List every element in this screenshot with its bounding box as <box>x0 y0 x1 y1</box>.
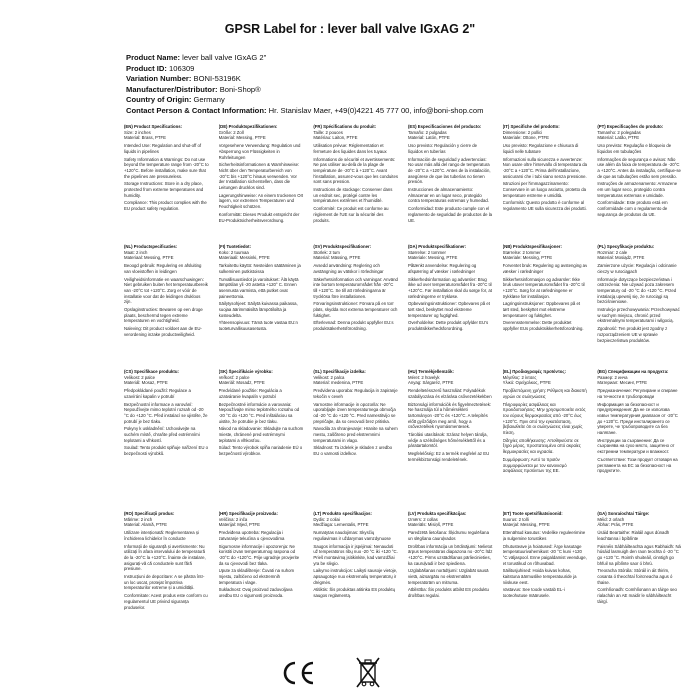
language-spec-paragraph: Intended Use: Regulation and shut-off of liquids in pipelines <box>124 143 202 154</box>
language-spec-paragraph: Comhlíonadh: Comhlíonann an táirge seo rialachán an AE maidir le sábháilteacht táirgí. <box>597 587 677 604</box>
language-spec-heading: (EL) Προδιαγραφές προϊόντος: <box>502 369 567 374</box>
variation-number-row: Variation Number: BONI-53196K <box>126 74 241 84</box>
ce-mark-icon <box>280 659 316 687</box>
language-spec-heading: (EN) Product Specifications: <box>124 124 183 129</box>
language-spec-paragraph: Zamierzone użycie: Regulacja i odcinanie cieczy w rurociągach <box>597 263 677 274</box>
language-spec-heading: (LT) Produkto specifikacijos: <box>313 511 372 516</box>
language-spec-paragraph: Información de seguridad y advertencias: No usar más allá del rango de temperatura de -20°C a +120°C. Antes de la instalación, asegúrese de que las tuberías no tienen presión. <box>407 156 491 185</box>
language-spec-block <box>219 244 304 369</box>
language-spec-paragraph: Sikkerhedsinformation og advarsler: Brug ikke ud over temperaturområdet fra -20°C til +120°C. Før installation skal du sørge for, at rørledningerne er trykløse. <box>407 276 492 299</box>
language-spec-paragraph: Dimensione: 2 pollici Materiale: Ottone, PTFE <box>502 129 549 141</box>
language-spec-paragraph: Størrelse: 2 tommer Materiale: Messing, PTFE <box>407 249 458 261</box>
language-spec-paragraph: Dydis: 2 coliai Medžiaga: Lementalis, PTFE <box>313 516 369 528</box>
language-spec-paragraph: Lagerungshinweise: An einem trockenen Ort lagern, vor extremen Temperaturen und Feuchtigkeit schützen. <box>218 192 304 210</box>
language-spec-paragraph: Μέγεθος: 2 ίντσες Υλικό: Ορείχαλκος, PTFE <box>502 374 551 386</box>
language-spec-paragraph: Taille: 2 pouces Matériau: Laiton, PTFE <box>313 129 358 141</box>
language-spec-block <box>408 124 493 244</box>
language-spec-block <box>219 369 304 511</box>
language-spec-paragraph: Tamanho: 2 polegadas Material: Latão, PTFE <box>597 129 641 141</box>
language-spec-paragraph: Conformidade: Este produto está em conformidade com o regulamento de segurança de produtos da UE. <box>597 200 668 217</box>
language-spec-paragraph: Atitiktis: Šis produktas atitinka ES produktų saugos reglamentą. <box>313 587 396 599</box>
language-spec-paragraph: Συμμόρφωση: Αυτό το προϊόν συμμορφώνεται με τον κανονισμό ασφάλειας προϊόντων της ΕΕ. <box>502 456 567 474</box>
language-spec-paragraph: Predvídané použitie: Regulácia a uzatváranie kvapalín v potrubí <box>218 388 282 399</box>
language-spec-paragraph: Súlad: Tento výrobok spĺňa nariadenie EÚ o bezpečnosti výrobkov. <box>218 445 303 457</box>
language-spec-block <box>597 511 682 653</box>
language-spec-paragraph: Tarkoitettu käyttö: Nesteiden säätäminen ja sulkeminen putkistoissa <box>218 263 301 274</box>
language-spec-paragraph: Størrelse: 2 tommer Materiale: Messing, PTFE <box>502 249 553 261</box>
language-spec-paragraph: Forventet bruk: Regulering og avstenging av væsker i rørledninger <box>502 263 588 274</box>
language-spec-paragraph: Yhteensopivuus: Tämä tuote vastaa EU:n tuoteturvallisuusasetusta. <box>218 320 298 332</box>
language-spec-paragraph: Suurus: 2 tolli Materjal: Messing, PTFE <box>502 516 550 528</box>
language-spec-paragraph: Säkerhetsinformation och varningar: Använd inte bortom temperaturområdet från -20°C till +120°C. Se till att rörledningarna är trycklösa före installationen. <box>313 276 398 299</box>
language-spec-heading: (GA) Sonraíochtaí Táirge: <box>597 511 650 516</box>
language-spec-block <box>313 369 398 511</box>
language-spec-paragraph: Konformität: Dieses Produkt entspricht der EU-Produktsicherheitsverordnung. <box>218 211 300 223</box>
language-spec-paragraph: Pokyny k uskladnění: Uchovávejte na suchém místě, chraňte před extrémními teplotami a vlhkostí. <box>124 426 200 443</box>
language-spec-paragraph: Turvallisuustiedot ja varoitukset: Älä käytä lämpötilan yli -20 astetta +120° C. Ennen asennusta varmista, että putket ovat paineettomia. <box>218 276 299 299</box>
language-spec-block <box>124 124 209 244</box>
language-spec-paragraph: Vorgesehene Verwendung: Regulation und Absperrung von Flüssigkeiten in Rohrleitungen <box>218 143 301 160</box>
language-spec-block <box>124 244 209 369</box>
language-spec-paragraph: Predvidena uporaba: Regulacija in zapiranje tekočin v ceveh <box>313 388 398 399</box>
language-spec-heading: (DE) Produktspezifikationen: <box>218 124 278 129</box>
language-spec-paragraph: Säilitusjuhised: Hoida kuivas kohas, kaitstuna äärmuslike temperatuuride ja niiskuse eest. <box>502 568 577 585</box>
language-spec-paragraph: Οδηγίες αποθήκευσης: Αποθηκεύστε σε ξηρό μέρος, προστατευμένο από ακραίες θερμοκρασίες και υγρασία. <box>502 437 581 455</box>
language-spec-paragraph: Größe: 2 Zoll Material: Messing, PTFE <box>218 129 266 141</box>
language-spec-paragraph: Soulad: Tento produkt splňuje nařízení EU o bezpečnosti výrobků. <box>124 445 209 457</box>
product-header <box>126 53 686 117</box>
language-spec-block <box>408 369 493 511</box>
language-spec-block <box>313 124 398 244</box>
language-spec-paragraph: Informazioni sulla sicurezza e avvertenze: Non usare oltre l'intervallo di temperatura da -20°C a +120°C. Prima dell'installazione, assicurarsi che i tubi siano senza pressione. <box>502 156 588 179</box>
language-spec-paragraph: Utilisation prévue: Réglementation et fermeture des liquides dans les tuyaux <box>313 143 387 154</box>
language-spec-paragraph: Storlek: 2 tum Material: Mässing, PTFE <box>313 249 361 261</box>
language-spec-paragraph: Informations de sécurité et avertissements: Ne pas utiliser au-delà de la plage de température de -20°C à +120°C. Avant l'installation, assurez-vous que les conduites sont sans pression. <box>313 156 398 185</box>
language-spec-paragraph: Informații de siguranță și avertismente: Nu utilizați în afara intervalului de temperatură de la -20°C la +120°C. Înainte de instalare, asigurați-vă că conductele sunt fără presiune. <box>124 543 206 572</box>
language-spec-paragraph: Utilizare intenționată: Reglementarea și închiderea lichidelor în conducte <box>124 530 199 541</box>
language-spec-paragraph: Sicherheitsinformationen & Warnhinweise: Nicht über den Temperaturbereich von -20°C bis +120°C hinaus verwenden. Vor der Installation sicherstellen, dass die Leitungen drucklos sind. <box>218 162 300 191</box>
language-spec-heading: (ES) Especificaciones del producto: <box>407 124 482 129</box>
language-spec-paragraph: Tárolási utasítások: Száraz helyen tárolja, védje a szélsőséges hőmérséklettől és a páratartalomtól. <box>407 432 488 449</box>
language-spec-paragraph: Istruzioni per l'immagazzinamento: Conservare in un luogo asciutto, protetto da temperature estreme e umidità. <box>502 181 587 198</box>
language-spec-paragraph: Ettenähtud kasutus: Vedelike reguleerimine ja sulgemine torustikes <box>502 530 586 541</box>
language-spec-paragraph: Avsedd användning: Reglering och avstängning av vätskor i rörledningar <box>313 263 384 274</box>
language-spec-block <box>313 244 398 369</box>
language-spec-heading: (SL) Specifikacije izdelka: <box>313 369 366 374</box>
language-spec-paragraph: Uzglabāšanas norādījumi: Uzglabāt sausā vietā, aizsargātu no ekstremālām temperatūrām un mitruma. <box>407 568 489 585</box>
language-spec-heading: (NL) Productspecificaties: <box>124 244 178 249</box>
language-spec-paragraph: Съответствие: Този продукт отговаря на регламента на ЕС за безопасност на продуктите. <box>597 456 678 474</box>
language-spec-paragraph: Påtænkt anvendelse: Regulering og afspærring af væsker i rørledninger <box>407 263 477 274</box>
language-spec-paragraph: Naleving: Dit product voldoet aan de EU-verordening inzake productveiligheid. <box>124 326 202 337</box>
language-spec-block <box>124 511 209 653</box>
language-spec-paragraph: Rozmiar: 2 cale Materiał: Mosiądz, PTFE <box>597 249 645 261</box>
language-spec-paragraph: Informacje dotyczące bezpieczeństwa i ostrzeżenia: Nie używać poza zakresem temperatury od -20 °C do +120 °C. Przed instalacją upewnij się, że rurociągi są bezciśnieniowe. <box>597 276 677 305</box>
language-spec-paragraph: Návod na skladovanie: Skladujte na suchom mieste, chránené pred extrémnymi teplotami a vlhkosťou. <box>218 426 304 443</box>
language-spec-paragraph: Rendeltetésszerű használat: Folyadékok szabályozása és elzárása csővezetékekben <box>407 388 492 399</box>
language-spec-paragraph: Atbilstība: Šis produkts atbilst ES produktu drošības regulai. <box>407 587 489 599</box>
language-spec-heading: (RO) Specificații produs: <box>124 511 175 516</box>
language-spec-paragraph: Treoracha Stórála: Stóráil in áit thirim, cosanta ó theochtaí foircneacha agus ó thaise. <box>597 568 673 585</box>
language-spec-paragraph: Zgodność: Ten produkt jest zgodny z rozporządzeniem UE w sprawie bezpieczeństwa produktów. <box>597 326 668 343</box>
product-id-row: Product ID: 106309 <box>126 63 195 73</box>
language-spec-paragraph: Upute za skladištenje: Čuvati na suhom mjestu, zaštićeno od ekstremnih temperatura i vlage. <box>218 568 295 585</box>
language-spec-paragraph: Instrucciones de almacenamiento: Almacenar en un lugar seco, protegido contra temperaturas extremas y humedad. <box>407 187 489 204</box>
language-spec-paragraph: Předpokládané použití: Regulace a uzavírání kapalin v potrubí <box>124 388 191 399</box>
language-spec-block <box>597 124 682 244</box>
language-spec-block <box>503 244 588 369</box>
language-spec-block <box>503 124 588 244</box>
language-spec-heading: (LV) Produkta specifikācijas: <box>407 511 467 516</box>
language-spec-paragraph: Úsáid Beartaithe: Rialáil agus dúnadh leachtanna i bpíblínte <box>597 530 670 541</box>
language-spec-paragraph: Opslaginstructies: Bewaren op een droge plaats, beschermd tegen extreme temperaturen en vochtigheid. <box>124 307 203 324</box>
language-spec-heading: (FI) Tuotetiedot: <box>218 244 252 249</box>
language-spec-paragraph: Overholdelse: Dette produkt opfylder EU's produktsikkerhedsforordning. <box>407 320 489 332</box>
language-spec-heading: (BG) Спецификации на продукта: <box>597 369 669 374</box>
language-spec-paragraph: Conformidad: Este producto cumple con el reglamento de seguridad de productos de la UE. <box>407 206 493 223</box>
language-spec-heading: (PT) Especificações do produto: <box>597 124 664 129</box>
language-spec-block <box>408 244 493 369</box>
language-spec-paragraph: Méret: 2 hüvelyk Anyag: Sárgaréz, PTFE <box>407 374 454 386</box>
language-spec-paragraph: Sikkerhetsinformasjon og advarsler: Ikke bruk utover temperaturområdet fra -20°C til +120°C. Sørg for at rørledningene er trykkløse før installasjon. <box>502 276 585 299</box>
language-spec-paragraph: Beoogd gebruik: Regulering en afsluiting van vloeistoffen in leidingen <box>124 263 202 274</box>
language-spec-paragraph: Laikymo instrukcijos: Laikyti sausoje vietoje, apsaugotoje nuo ekstremalių temperatūrų ir drėgmės. <box>313 568 398 585</box>
language-spec-paragraph: Storage Instructions: Store in a dry place, protected from extreme temperatures and humidity. <box>124 181 204 198</box>
language-spec-heading: (CS) Specifikace produktu: <box>124 369 179 374</box>
language-spec-block <box>313 511 398 653</box>
page-title: GPSR Label for : lever ball valve IGxAG 2" <box>224 22 476 36</box>
language-spec-paragraph: Paredzētā lietošana: Šķidrumu regulēšana un slēgšana cauruļvados <box>407 530 489 541</box>
language-spec-block <box>219 124 304 244</box>
language-spec-paragraph: Conformitate: Acest produs este conform cu regulamentul UE privind siguranța produselor. <box>124 593 208 610</box>
language-spec-heading: (HU) Termékjellemzők: <box>407 369 454 374</box>
language-spec-paragraph: Navodila za shranjevanje: Hranite na suhem mestu, zaščiteno pred ekstremnimi temperaturami in vlago. <box>313 426 398 443</box>
manufacturer-row: Manufacturer/Distributor: Boni-Shop® <box>126 84 261 94</box>
language-spec-paragraph: Bezpečnostní informace a varování: Nepoužívejte mimo teplotní rozsah od -20 °C do +120 °C. Před instalací se ujistěte, že potrubí je bez tlaku. <box>124 401 208 424</box>
language-spec-paragraph: Safety Information & Warnings: Do not use beyond the temperature range from -20°C to +120°C. Before installation, make sure that the pipelines are pressureless. <box>124 156 209 179</box>
language-spec-paragraph: Biztonsági információk és figyelmeztetések: Ne használja túl a hőmérsékleti tartományon -20°C és +120°C. A telepítés előtt győződjön meg arról, hogy a csővezetékek nyomásmentesek. <box>407 401 492 430</box>
language-spec-paragraph: Säilytysohjeet: Säilytä kuivassa paikassa, suojaa äärimmäisiltä lämpötiloilta ja kosteudelta. <box>218 301 298 318</box>
language-spec-paragraph: Tamaño: 2 pulgadas Material: Latón, PTFE <box>407 129 450 141</box>
language-spec-paragraph: Инструкции за съхранение: Да се съхранява на сухо място, защитено от екстремни температури и влажност. <box>597 437 675 455</box>
language-spec-paragraph: Velikost: 2 palce Materiál: Mosaz, PTFE <box>124 374 168 386</box>
language-spec-paragraph: Информация за безопасност и предупреждения: Да не се използва извън температурния диапазон от -20°C до +120°C. Преди инсталирането се уверете, че тръбопроводите са без налягане. <box>597 401 678 436</box>
language-spec-heading: (HR) Specifikacije proizvoda: <box>218 511 278 516</box>
language-spec-paragraph: Maat: 2 inch Materiaal: Messing, PTFE <box>124 249 174 261</box>
language-spec-paragraph: Προβλεπόμενη χρήση: Ρύθμιση και διακοπή υγρών σε σωληνώσεις <box>502 388 587 399</box>
language-spec-paragraph: Drošības informācija un brīdinājumi: Nelietot ārpus temperatūras diapazona no -20°C līdz +120°C. Pirms uzstādīšanas pārliecinieties, ka cauruļvadi ir bez spiediena. <box>407 543 493 566</box>
language-spec-block <box>597 369 682 511</box>
language-spec-paragraph: Megfelelőség: Ez a termék megfelel az EU termékbiztonsági rendeletének. <box>407 451 490 462</box>
language-spec-paragraph: Varnostne informacije in opozorila: Ne uporabljajte izven temperaturnega območja od -20 °C do +120 °C. Pred namestitvijo se prepričajte, da so cevovodi brez pritiska. <box>313 401 396 424</box>
language-spec-paragraph: Conformité: Ce produit est conforme au règlement de l'UE sur la sécurité des produits. <box>313 206 389 223</box>
language-spec-paragraph: Uso previsto: Regulação e bloqueio de líquidos em tubulações <box>597 143 672 154</box>
language-spec-paragraph: Bezpečnostné informácie a varovania: Nepoužívajte mimo teplotného rozsahu od -20 °C do +120 °C. Pred inštaláciou sa uistite, že potrubie je bez tlaku. <box>218 401 300 424</box>
language-spec-paragraph: Size: 2 inches Material: Brass, PTFE <box>124 129 167 141</box>
language-spec-block <box>408 511 493 653</box>
language-spec-paragraph: Instructions de stockage: Conserver dans un endroit sec, protégé contre les températures extrêmes et l'humidité. <box>313 187 393 204</box>
language-spec-paragraph: Koko: 2 tuumaa Materiaali: Messinki, PTFE <box>218 249 270 261</box>
language-spec-paragraph: Saugos informacija ir įspėjimai: Nenaudoti už temperatūros ribų nuo -20 °C iki +120 °C. Prieš montavimą įsitikinkite, kad vamzdžiai yra be slėgio. <box>313 543 398 566</box>
language-spec-paragraph: Velikost: 2 palca Material: medenina, PTFE <box>313 374 364 386</box>
language-spec-paragraph: Vastavus: See toode vastab EL-i tooteohutuse määrusele. <box>502 587 565 599</box>
language-specifications-grid <box>124 124 682 648</box>
language-spec-paragraph: Conformità: Questo prodotto è conforme al regolamento UE sulla sicurezza dei prodotti. <box>502 200 587 212</box>
language-spec-paragraph: Förvaringsinstruktioner: Förvara på en torr plats, skydda mot extrema temperaturer och fuktighet. <box>313 301 398 318</box>
language-spec-heading: (SV) Produktspecifikationer: <box>313 244 372 249</box>
language-spec-heading: (IT) Specifiche del prodotto: <box>502 124 560 129</box>
language-spec-paragraph: Instrucțiuni de depozitare: A se păstra într-un loc uscat, protejat împotriva temperaturilor extreme și a umidității. <box>124 574 205 591</box>
language-spec-paragraph: Lagringsinstruksjoner: Oppbevares på et tørt sted, beskyttet mot ekstreme temperaturer og fuktighet. <box>502 301 581 318</box>
language-spec-paragraph: Informações de segurança e avisos: Não use além da faixa de temperatura de -20°C a +120°C. Antes da instalação, certifique-se de que as tubulações estão sem pressão. <box>597 156 681 179</box>
language-spec-block <box>503 511 588 653</box>
language-spec-heading: (SK) Špecifikácie výrobku: <box>218 369 273 374</box>
contact-row: Contact Person & Contact Information: Hr. Stanislav Maer, +49(0)4221 45 777 00, info@boni-shop.com <box>126 105 484 115</box>
language-spec-paragraph: Instruções de armazenamento: Armazene em um lugar seco, protegido contra temperaturas extremas e umidade. <box>597 181 678 198</box>
language-spec-paragraph: Ohutusteave ja hoiatused: Ärge kasutage temperatuurivahemikust -20 °C kuni +120 °C väljaspool. Enne paigaldamist veenduge, et torustikud on rõhuvabad. <box>502 543 587 566</box>
language-spec-paragraph: Izmērs: 2 collas Materiāls: Misiņš, PTFE <box>407 516 454 528</box>
language-spec-paragraph: Размер: 2 инча Материал: Месинг, PTFE <box>597 374 647 386</box>
language-spec-block <box>503 369 588 511</box>
language-spec-heading: (NB) Produktspesifikasjoner: <box>502 244 562 249</box>
language-spec-block <box>597 244 682 369</box>
language-spec-heading: (PL) Specyfikacje produktu: <box>597 244 655 249</box>
language-spec-paragraph: Πληροφορίες ασφάλειας και προειδοποιήσεις: Μην χρησιμοποιείτε εκτός του εύρους θερμοκρασίας από -20°C έως +120°C. Πριν από την εγκατάσταση, βεβαιωθείτε ότι οι σωληνώσεις είναι χωρίς πίεση. <box>502 401 586 436</box>
language-spec-paragraph: Sukladnost: Ovaj proizvod zadovoljava uredbu EU o sigurnosti proizvoda. <box>218 587 293 599</box>
language-spec-paragraph: Opbevaringsinstruktioner: Opbevares på et tørt sted, beskyttet mod ekstreme temperaturer og fugtighed. <box>407 301 490 318</box>
language-spec-paragraph: Veiligheidsinformatie en waarschuwingen: Niet gebruiken buiten het temperatuurbereik van -20°C tot +120°C. Zorg er vóór de installatie voor dat de leidingen drukloos zijn. <box>124 276 208 305</box>
language-spec-heading: (DA) Produktspecifikationer: <box>407 244 467 249</box>
language-spec-paragraph: Uso previsto: Regulación y cierre de líquidos en tuberías <box>407 143 478 154</box>
language-spec-paragraph: Compliance: This product complies with the EU product safety regulation. <box>124 200 207 212</box>
language-spec-block <box>219 511 304 653</box>
language-spec-paragraph: Numatytas naudojimas: Skysčių reguliavimas ir uždarymas vamzdynuose <box>313 530 391 541</box>
language-spec-paragraph: Предназначение: Регулиране и спиране на течности в тръбопроводи <box>597 388 678 399</box>
product-name-row: Product Name: lever ball valve IGxAG 2" <box>126 53 267 62</box>
language-spec-heading: (ET) Toote spetsifikatsioonid: <box>502 511 563 516</box>
crossed-out-bin-icon <box>354 655 382 689</box>
country-of-origin-row: Country of Origin: Germany <box>126 95 225 105</box>
language-spec-paragraph: Skladnost: Ta izdelek je skladen z uredbo EU o varnosti izdelkov. <box>313 445 393 457</box>
language-spec-paragraph: Mărime: 2 inch Material: Alamă, PTFE <box>124 516 167 528</box>
language-spec-paragraph: Veľkosť: 2 palce Materiál: Mosadz, PTFE <box>218 374 265 386</box>
language-spec-heading: (FR) Spécifications du produit: <box>313 124 377 129</box>
language-spec-paragraph: Faisnéis Sábháilteachta agus Rabhaidh: Ná húsáid lasmuigh den raon teochta ó -20 °C go +120 °C. Roimh shuiteáil, cinntigh go bhfuil na píblínte saor ó bhrú. <box>597 543 681 566</box>
language-spec-paragraph: Overensstemmelse: Dette produktet oppfyller EUs produktsikkerhetsforordning. <box>502 320 584 332</box>
language-spec-paragraph: Predviđena upotreba: Regulacija i zatvaranje tekućina u cjevovodima <box>218 530 285 541</box>
language-spec-paragraph: Sigurnosne informacije i upozorenja: Ne koristiti izvan temperaturnog raspona od -20°C do +120°C. Prije ugradnje provjerite da su cjevovodi bez tlaka. <box>218 543 300 566</box>
language-spec-paragraph: Veličina: 2 inča Materijal: Mjed, PTFE <box>218 516 260 528</box>
language-spec-paragraph: Uso previsto: Regolazione e chiusura di liquidi nelle tubature <box>502 143 579 154</box>
language-spec-paragraph: Efterlevnad: Denna produkt uppfyller EU:s produktsäkerhetsförordning. <box>313 320 394 332</box>
compliance-marks <box>280 659 382 689</box>
language-spec-block <box>124 369 209 511</box>
language-spec-paragraph: Méid: 2 orlach Ábhar: Prás, PTFE <box>597 516 634 528</box>
language-spec-paragraph: Instrukcje przechowywania: Przechowywać w suchym miejscu, chronić przed ekstremalnymi temperaturami i wilgocią. <box>597 307 680 324</box>
